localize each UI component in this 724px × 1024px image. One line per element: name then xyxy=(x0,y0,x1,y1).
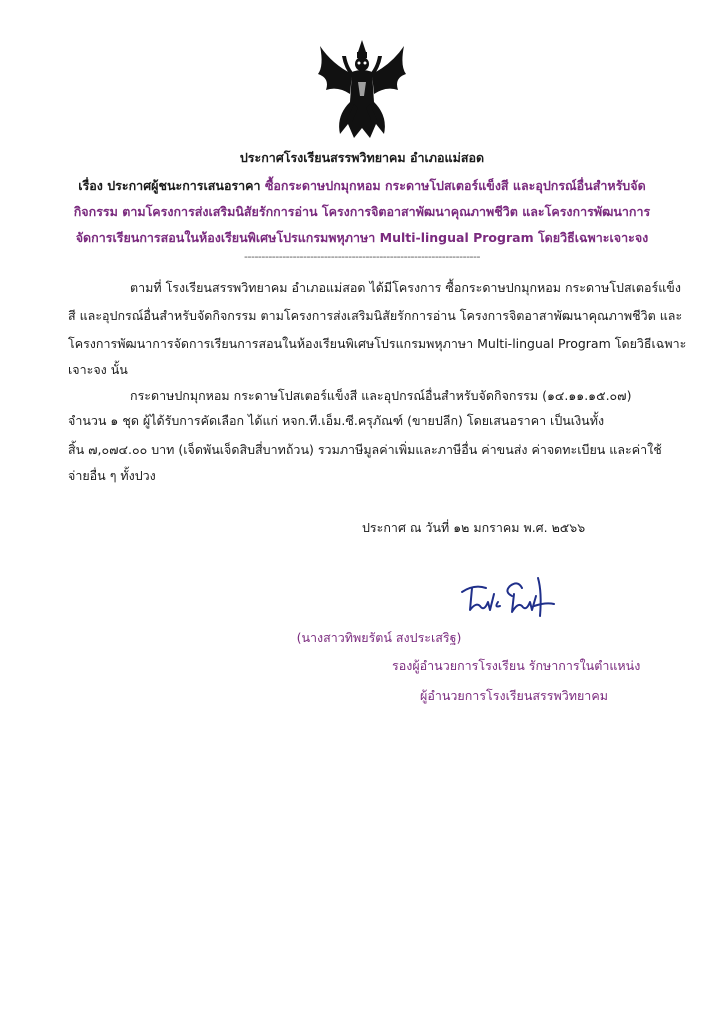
separator-line: -------------------------------------------------------------------- xyxy=(244,250,480,263)
subject-line-3: จัดการเรียนการสอนในห้องเรียนพิเศษโปรแกรมพหุภาษา Multi-lingual Program โดยวิธีเฉพาะเจาะจง xyxy=(75,230,649,245)
paragraph-2-line-1: กระดาษปกมุกหอม กระดาษโปสเตอร์แข็งสี และอุปกรณ์อื่นสำหรับจัดกิจกรรม (๑๔.๑๑.๑๕.๐๗) xyxy=(130,388,632,403)
subject-line-2: กิจกรรม ตามโครงการส่งเสริมนิสัยรักการอ่าน โครงการจิตอาสาพัฒนาคุณภาพชีวิต และโครงการพัฒนาการ xyxy=(73,204,651,219)
paragraph-1-line-1: ตามที่ โรงเรียนสรรพวิทยาคม อำเภอแม่สอด ได้มีโครงการ ซื้อกระดาษปกมุกหอม กระดาษโปสเตอร์แข็ง xyxy=(130,280,681,295)
paragraph-1-line-4: เจาะจง นั้น xyxy=(68,362,128,377)
paragraph-2-line-3: สิ้น ๗,๐๗๔.๐๐ บาท (เจ็ดพันเจ็ดสิบสี่บาทถ้วน) รวมภาษีมูลค่าเพิ่มและภาษีอื่น ค่าขนส่ง ค่าจดทะเบียน และค่าใช้ xyxy=(68,442,662,457)
announcement-title: ประกาศโรงเรียนสรรพวิทยาคม อำเภอแม่สอด xyxy=(239,150,485,165)
paragraph-2-line-2: จำนวน ๑ ชุด ผู้ได้รับการคัดเลือก ได้แก่ หจก.ที.เอ็ม.ซี.ครุภัณฑ์ (ขายปลีก) โดยเสนอราคา เป็นเงินทั้ง xyxy=(68,413,605,428)
subject-line-1 xyxy=(0,176,724,196)
subject-value: ซื้อกระดาษปกมุกหอม กระดาษโปสเตอร์แข็งสี และอุปกรณ์อื่นสำหรับจัด xyxy=(264,178,646,193)
announcement-date: ประกาศ ณ วันที่ ๑๒ มกราคม พ.ศ. ๒๕๖๖ xyxy=(362,520,586,535)
paragraph-1-line-3: โครงการพัฒนาการจัดการเรียนการสอนในห้องเรียนพิเศษโปรแกรมพหุภาษา Multi-lingual Program โดยวิธีเฉพาะ xyxy=(68,336,687,351)
signatory-position-2: ผู้อำนวยการโรงเรียนสรรพวิทยาคม xyxy=(420,688,608,703)
signatory-name: (นางสาวทิพยรัตน์ สงประเสริฐ) xyxy=(296,630,462,645)
handwritten-signature xyxy=(458,572,558,622)
paragraph-2-line-4: จ่ายอื่น ๆ ทั้งปวง xyxy=(68,468,156,483)
signatory-position-1: รองผู้อำนวยการโรงเรียน รักษาการในตำแหน่ง xyxy=(392,658,641,673)
garuda-emblem xyxy=(314,38,410,142)
paragraph-1-line-2: สี และอุปกรณ์อื่นสำหรับจัดกิจกรรม ตามโครงการส่งเสริมนิสัยรักการอ่าน โครงการจิตอาสาพัฒนาคุณภาพชีวิต และ xyxy=(68,308,683,323)
subject-label: เรื่อง ประกาศผู้ชนะการเสนอราคา xyxy=(78,178,261,193)
